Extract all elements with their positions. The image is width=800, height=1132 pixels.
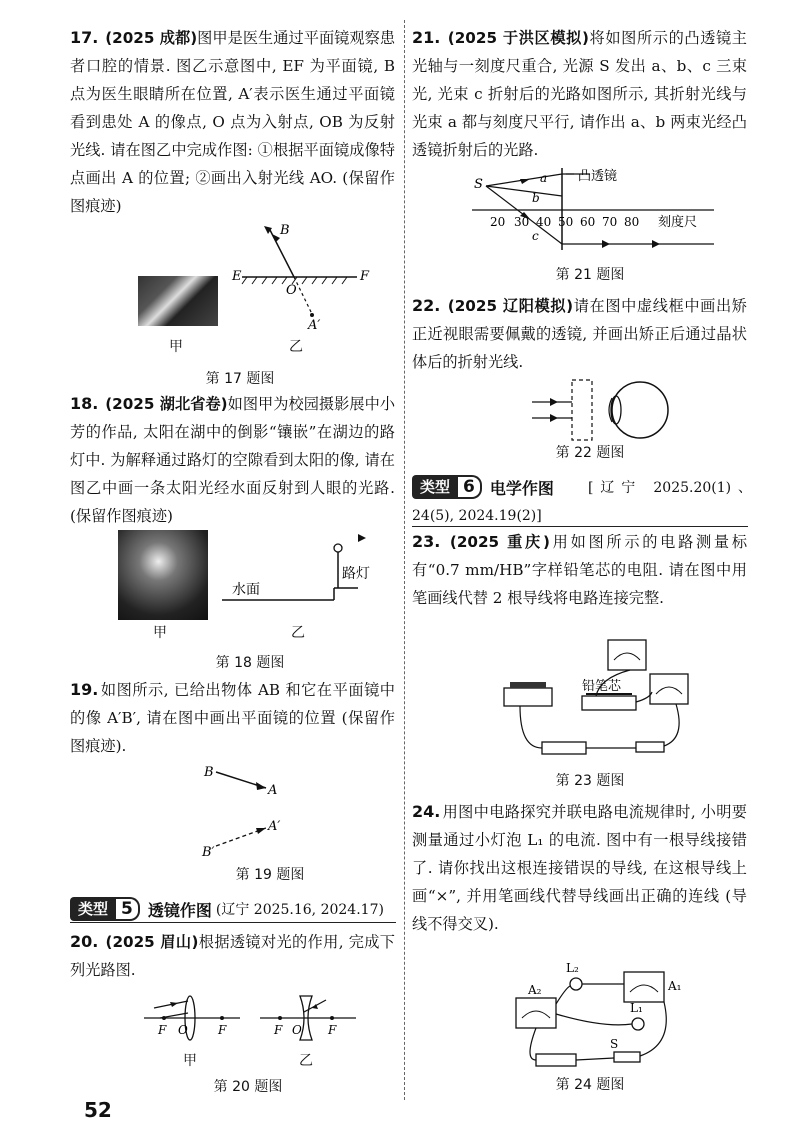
label-A2: A₂ [528, 983, 542, 997]
switch [636, 742, 664, 752]
label-O-right: O [292, 1023, 302, 1037]
tick: 70 [602, 215, 618, 229]
question-21 [412, 24, 747, 164]
question-text: 如图甲为校园摄影展中小芳的作品, 太阳在湖中的倒影“镶嵌”在湖边的路灯中. 为解释通过路灯的空隙看到太阳的像, 请在图乙中画一条太阳光经水面反射到人眼的光路. (保留作图痕迹) [70, 395, 396, 525]
label-A-prime: A′ [268, 819, 281, 834]
figure-18-diagram [218, 530, 368, 610]
battery [542, 742, 586, 754]
ammeter-A2 [516, 998, 556, 1028]
label-A-prime: A′ [308, 318, 321, 333]
figure-24-caption: 第 24 题图 [555, 1077, 625, 1093]
battery [536, 1054, 576, 1066]
section-title: 透镜作图 [147, 900, 212, 920]
question-source: (2025 眉山) [105, 933, 199, 951]
question-text: 请在图中虚线框中画出矫正近视眼需要佩戴的透镜, 并画出矫正后通过晶状体后的折射光线. [412, 297, 747, 371]
tick: 30 [514, 215, 530, 229]
ruler-ticks [490, 215, 639, 229]
question-text: 根据透镜对光的作用, 完成下列光路图. [70, 933, 395, 979]
label-O: O [286, 283, 297, 298]
question-source: (2025 重庆) [449, 533, 550, 551]
figure-19-caption: 第 19 题图 [235, 867, 305, 883]
label-A: A [268, 783, 278, 798]
question-number: 18. [70, 394, 99, 413]
label-E: E [232, 269, 242, 284]
figure-17-photo [138, 276, 218, 326]
figure-18-label-jia: 甲 [153, 625, 167, 641]
figure-23-diagram [500, 638, 700, 768]
section-5-header [70, 896, 398, 922]
figure-18-label-yi: 乙 [291, 625, 305, 641]
section-5-underline [70, 922, 396, 923]
question-24 [412, 798, 747, 938]
label-ruler: 刻度尺 [658, 215, 698, 230]
section-tag: 类型 [70, 897, 116, 921]
figure-20-label-jia: 甲 [183, 1053, 197, 1069]
label-O-left: O [178, 1023, 188, 1037]
bulb-L2 [570, 978, 582, 990]
tick: 20 [490, 215, 506, 229]
figure-21-caption: 第 21 题图 [555, 267, 625, 283]
voltmeter [608, 640, 646, 670]
figure-20-label-yi: 乙 [299, 1053, 313, 1069]
question-18 [70, 390, 395, 530]
label-water: 水面 [232, 582, 260, 598]
label-F: F [360, 269, 370, 284]
question-number: 17. [70, 28, 99, 47]
label-S: S [474, 177, 483, 192]
question-source: (2025 成都) [105, 29, 198, 47]
section-note: (辽宁 2025.16, 2024.17) [215, 902, 384, 918]
question-number: 19. [70, 680, 99, 699]
figure-17-label-jia: 甲 [169, 339, 183, 355]
section-title: 电学作图 [489, 478, 554, 498]
section-number: 6 [458, 475, 482, 499]
question-22 [412, 292, 747, 376]
section-6-underline [412, 526, 748, 527]
figure-17-label-yi: 乙 [289, 339, 303, 355]
question-23 [412, 528, 747, 612]
label-L1: L₁ [630, 1001, 643, 1015]
figure-24-diagram [514, 961, 684, 1074]
lens-box [572, 380, 592, 440]
bulb-L1 [632, 1018, 644, 1030]
figure-19-diagram [200, 762, 310, 862]
question-text: 图甲是医生通过平面镜观察患者口腔的情景. 图乙示意图中, EF 为平面镜, B 点为医生眼睛所在位置, A′表示医生通过平面镜看到患处 A 的像点, O 点为入射点, OB 为反射光线. 请在图乙中完成作图: ①根据平面镜成像特点画出 A 的位置; ②画出入射光线 AO. (保留作图痕迹) [70, 29, 396, 215]
figure-22-diagram [530, 378, 680, 444]
label-S: S [610, 1037, 619, 1051]
label-lens: 凸透镜 [578, 169, 618, 184]
question-20 [70, 928, 395, 984]
question-source: (2025 辽阳模拟) [447, 297, 574, 315]
figure-17-diagram [232, 222, 372, 342]
question-text: 用图中电路探究并联电路电流规律时, 小明要测量通过小灯泡 L₁ 的电流. 图中有一根导线接错了. 请你找出这根连接错误的导线, 在这根导线上画“×”, 并用笔画线代替导线画出正确的连线 (导线不得交叉). [412, 803, 747, 933]
question-17 [70, 24, 395, 220]
label-b: b [532, 191, 540, 205]
figure-22-caption: 第 22 题图 [555, 445, 625, 461]
label-F-right: F [218, 1023, 227, 1037]
tick: 60 [580, 215, 596, 229]
question-text: 用如图所示的电路测量标有“0.7 mm/HB”字样铅笔芯的电阻. 请在图中用笔画线代替 2 根导线将电路连接完整. [412, 533, 748, 607]
rheostat [504, 688, 552, 706]
pencil-holder [582, 696, 636, 710]
label-lamp: 路灯 [342, 566, 370, 582]
figure-23-caption: 第 23 题图 [555, 773, 625, 789]
figure-17-caption: 第 17 题图 [205, 371, 275, 387]
label-B: B [280, 223, 290, 238]
label-F-right-2: F [328, 1023, 337, 1037]
figure-18-caption: 第 18 题图 [215, 655, 285, 671]
figure-18-photo [118, 530, 208, 620]
tick: 80 [624, 215, 640, 229]
section-note: [辽宁 2025.20(1)、24(5), 2024.19(2)] [412, 480, 752, 524]
label-a: a [540, 171, 548, 185]
label-F-left-2: F [274, 1023, 283, 1037]
figure-20-caption: 第 20 题图 [213, 1079, 283, 1095]
label-B-prime: B′ [202, 845, 215, 860]
question-source: (2025 湖北省卷) [105, 395, 228, 413]
figure-21-diagram [470, 166, 730, 256]
ammeter-A1 [624, 972, 664, 1002]
switch-S [614, 1052, 640, 1062]
column-divider [404, 20, 405, 1100]
question-source: (2025 于洪区模拟) [447, 29, 589, 47]
label-F-left: F [158, 1023, 167, 1037]
label-B: B [204, 765, 214, 780]
question-text: 如图所示, 已给出物体 AB 和它在平面镜中的像 A′B′, 请在图中画出平面镜的位置 (保留作图痕迹). [70, 681, 395, 755]
question-text: 将如图所示的凸透镜主光轴与一刻度尺重合, 光源 S 发出 a、b、c 三束光, 光束 c 折射后的光路如图所示, 其折射光线与光束 a 都与刻度尺平行, 请作出 a、b 两束光经凸透镜折射后的光路. [412, 29, 747, 159]
label-A1: A₁ [668, 979, 682, 993]
label-L2: L₂ [566, 961, 579, 975]
question-number: 20. [70, 932, 99, 951]
label-pencil: 铅笔芯 [582, 679, 622, 694]
question-19 [70, 676, 395, 760]
figure-20-diagram [140, 998, 360, 1058]
section-6-note [412, 474, 752, 530]
section-number: 5 [116, 897, 140, 921]
question-number: 24. [412, 802, 441, 821]
question-number: 23. [412, 532, 441, 551]
page-number: 52 [84, 1098, 112, 1122]
label-c: c [532, 229, 539, 243]
section-tag: 类型 [412, 475, 458, 499]
question-number: 21. [412, 28, 441, 47]
tick: 40 [536, 215, 552, 229]
ammeter [650, 674, 688, 704]
question-number: 22. [412, 296, 441, 315]
tick: 50 [558, 215, 574, 229]
